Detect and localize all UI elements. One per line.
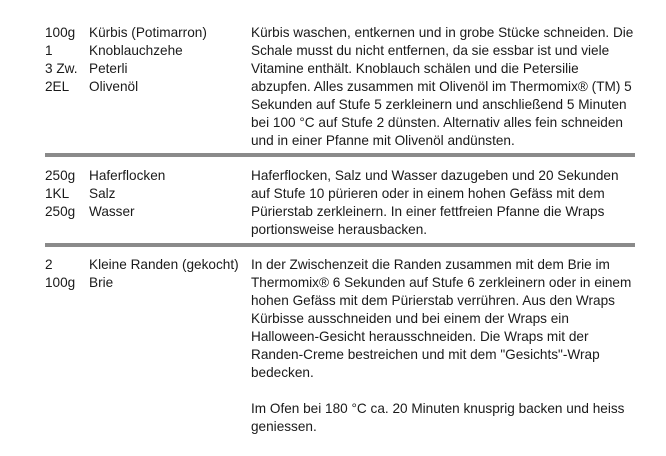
ingredient-name: Knoblauchzehe	[89, 43, 183, 58]
ingredient-row	[45, 60, 245, 78]
ingredient-name: Wasser	[89, 204, 135, 219]
instruction-text	[251, 24, 639, 150]
ingredient-name: Olivenöl	[89, 79, 139, 94]
instruction-paragraph: Kürbis waschen, entkernen und in grobe Stücke schneiden. Die Schale musst du nicht entfernen, da sie essbar ist und viele Vitamine enthält. Knoblauch schälen und die Petersilie abzupfen. Alles zusammen mit Olivenöl im Thermomix® (TM) 5 Sekunden auf Stufe 5 zerkleinern und anschließend 5 Minuten bei 100 °C auf Stufe 2 dünsten. Alternativ alles fein schneiden und in einer Pfanne mit Olivenöl andünsten.	[251, 25, 634, 148]
ingredient-quantity: 100g	[45, 25, 76, 40]
ingredient-row	[45, 78, 245, 96]
ingredient-name: Haferflocken	[89, 168, 166, 183]
ingredient-row	[45, 203, 245, 221]
ingredient-quantity: 2	[45, 257, 53, 272]
instruction-paragraph: Haferflocken, Salz und Wasser dazugeben und 20 Sekunden auf Stufe 10 pürieren oder in einem hohen Gefäss mit dem Pürierstab zerkleinern. In einer fettfreien Pfanne die Wraps portionsweise herausbacken.	[251, 168, 619, 237]
instruction-paragraph: In der Zwischenzeit die Randen zusammen mit dem Brie im Thermomix® 6 Sekunden auf Stufe 6 zerkleinern oder in einem hohen Gefäss mit dem Pürierstab verrühren. Aus den Wraps Kürbisse ausschneiden und bei einem der Wraps ein Halloween-Gesicht herausschneiden. Die Wraps mit der Randen-Creme bestreichen und mit dem "Gesichts"-Wrap bedecken.	[251, 257, 632, 380]
ingredient-quantity: 2EL	[45, 79, 70, 94]
ingredient-quantity: 1	[45, 43, 53, 58]
ingredient-quantity: 250g	[45, 204, 76, 219]
ingredient-row	[45, 42, 245, 60]
ingredient-list	[45, 256, 245, 292]
ingredient-quantity: 1KL	[45, 186, 70, 201]
ingredient-row	[45, 185, 245, 203]
section-divider	[45, 243, 635, 247]
ingredient-row	[45, 274, 245, 292]
ingredient-name: Salz	[89, 186, 116, 201]
ingredient-quantity: 3 Zw.	[45, 61, 78, 76]
ingredient-row	[45, 256, 245, 274]
ingredient-row	[45, 24, 245, 42]
ingredient-quantity: 100g	[45, 275, 76, 290]
ingredient-list	[45, 24, 245, 96]
ingredient-name: Peterli	[89, 61, 128, 76]
section-divider	[45, 153, 635, 157]
instruction-paragraph: Im Ofen bei 180 °C ca. 20 Minuten knusprig backen und heiss geniessen.	[251, 401, 625, 434]
ingredient-quantity: 250g	[45, 168, 76, 183]
ingredient-name: Brie	[89, 275, 114, 290]
ingredient-name: Kleine Randen (gekocht)	[89, 257, 239, 272]
ingredient-name: Kürbis (Potimarron)	[89, 25, 207, 40]
instruction-text	[251, 167, 639, 239]
ingredient-row	[45, 167, 245, 185]
instruction-text	[251, 256, 639, 436]
ingredient-list	[45, 167, 245, 221]
